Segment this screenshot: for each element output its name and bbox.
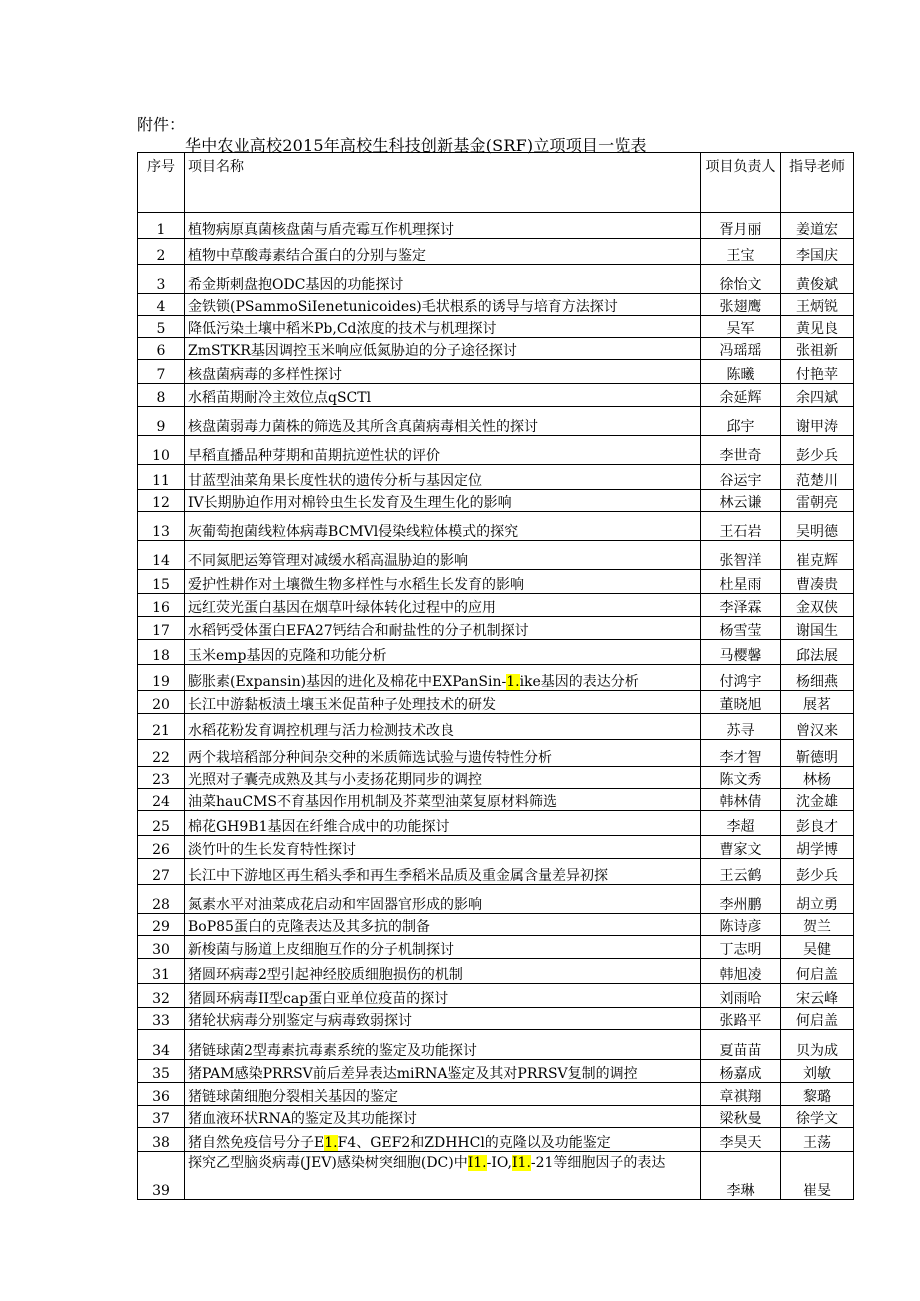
project-supervisor: 贺兰 [781, 914, 854, 936]
row-number: 32 [138, 984, 185, 1008]
project-supervisor: 彭少兵 [781, 436, 854, 465]
project-leader: 韩林倩 [701, 789, 781, 811]
project-supervisor: 宋云峰 [781, 984, 854, 1008]
row-number: 15 [138, 570, 185, 594]
project-name: 降低污染土壤中稻米Pb,Cd浓度的技术与机理探讨 [185, 316, 701, 338]
row-number: 31 [138, 959, 185, 984]
project-leader: 李昊天 [701, 1128, 781, 1152]
project-name: 光照对子囊壳成熟及其与小麦扬花期同步的调控 [185, 767, 701, 789]
project-supervisor: 靳德明 [781, 740, 854, 767]
project-name: 灰葡萄抱菌线粒体病毒BCMVl侵染线粒体模式的探究 [185, 512, 701, 541]
project-leader: 张翅鹰 [701, 294, 781, 316]
highlighted-text: I1. [467, 1155, 487, 1171]
table-row [138, 1152, 854, 1200]
project-leader: 胥月丽 [701, 213, 781, 239]
project-name [185, 1128, 701, 1152]
table-row [138, 1030, 854, 1060]
project-name-part: 膨胀素(Expansin)基因的进化及棉花中EXPanSin- [188, 674, 507, 690]
table-row [138, 594, 854, 617]
project-leader: 张智洋 [701, 541, 781, 570]
table-row [138, 984, 854, 1008]
project-leader: 张路平 [701, 1008, 781, 1030]
row-number: 18 [138, 640, 185, 665]
row-number: 38 [138, 1128, 185, 1152]
row-number: 22 [138, 740, 185, 767]
project-name: 猪PAM感染PRRSV前后差异表达miRNA鉴定及其对PRRSV复制的调控 [185, 1060, 701, 1083]
project-supervisor: 胡立勇 [781, 885, 854, 914]
project-supervisor: 吴健 [781, 936, 854, 959]
project-leader: 陈文秀 [701, 767, 781, 789]
table-row [138, 360, 854, 384]
table-row [138, 885, 854, 914]
row-number: 23 [138, 767, 185, 789]
project-supervisor: 姜道宏 [781, 213, 854, 239]
project-supervisor: 崔克辉 [781, 541, 854, 570]
table-row [138, 239, 854, 265]
row-number: 39 [138, 1152, 185, 1200]
project-name-part: F4、GEF2和ZDHHCl的克隆以及功能鉴定 [337, 1135, 611, 1151]
project-name: 玉米emp基因的克隆和功能分析 [185, 640, 701, 665]
project-name-part: -IO, [486, 1155, 512, 1171]
table-row [138, 407, 854, 436]
project-leader: 余延辉 [701, 384, 781, 407]
row-number: 19 [138, 665, 185, 691]
row-number: 7 [138, 360, 185, 384]
project-leader: 杜星雨 [701, 570, 781, 594]
project-name [185, 1152, 701, 1200]
project-leader: 马樱馨 [701, 640, 781, 665]
table-row [138, 465, 854, 490]
row-number: 8 [138, 384, 185, 407]
row-number: 37 [138, 1106, 185, 1128]
table-header-row [138, 153, 854, 213]
table-row [138, 767, 854, 789]
project-name [185, 665, 701, 691]
table-row [138, 1106, 854, 1128]
project-supervisor: 彭少兵 [781, 859, 854, 885]
project-leader: 王云鹤 [701, 859, 781, 885]
project-leader: 吴军 [701, 316, 781, 338]
row-number: 1 [138, 213, 185, 239]
table-row [138, 541, 854, 570]
project-name: 长江中下游地区再生稻头季和再生季稻米品质及重金属含量差异初探 [185, 859, 701, 885]
table-row [138, 512, 854, 541]
project-leader: 丁志明 [701, 936, 781, 959]
project-leader: 韩旭凌 [701, 959, 781, 984]
project-name: 猪圆环病毒II型cap蛋白亚单位疫苗的探讨 [185, 984, 701, 1008]
header-leader: 项目负责人 [701, 153, 781, 213]
project-name-part: ike基因的表达分析 [519, 674, 639, 690]
project-name: 核盘菌病毒的多样性探讨 [185, 360, 701, 384]
project-name: 爱护性耕作对土壤微生物多样性与水稻生长发育的影响 [185, 570, 701, 594]
project-leader: 李州鹏 [701, 885, 781, 914]
project-leader: 林云谦 [701, 490, 781, 512]
project-supervisor: 徐学文 [781, 1106, 854, 1128]
project-name: 猪轮状病毒分别鉴定与病毒致弱探讨 [185, 1008, 701, 1030]
project-name: 远红荧光蛋白基因在烟草叶绿体转化过程中的应用 [185, 594, 701, 617]
header-name: 项目名称 [185, 153, 701, 213]
project-leader: 刘雨哈 [701, 984, 781, 1008]
table-row [138, 436, 854, 465]
project-supervisor: 沈金雄 [781, 789, 854, 811]
project-supervisor: 王炳锐 [781, 294, 854, 316]
table-row [138, 859, 854, 885]
project-name: 水稻钙受体蛋白EFA27钙结合和耐盐性的分子机制探讨 [185, 617, 701, 640]
project-supervisor: 黄俊斌 [781, 265, 854, 294]
project-supervisor: 雷朝亮 [781, 490, 854, 512]
table-row [138, 384, 854, 407]
project-name: 两个栽培稻部分种间杂交种的米质筛选试验与遗传特性分析 [185, 740, 701, 767]
table-row [138, 294, 854, 316]
project-supervisor: 杨细燕 [781, 665, 854, 691]
row-number: 29 [138, 914, 185, 936]
table-row [138, 959, 854, 984]
table-row [138, 914, 854, 936]
project-name: 长江中游黏板渍土壤玉米促苗种子处理技术的研发 [185, 691, 701, 714]
project-supervisor: 黄见良 [781, 316, 854, 338]
row-number: 28 [138, 885, 185, 914]
row-number: 35 [138, 1060, 185, 1083]
project-leader: 曹家文 [701, 836, 781, 859]
project-leader: 付鸿宇 [701, 665, 781, 691]
table-row [138, 570, 854, 594]
project-supervisor: 曹凑贵 [781, 570, 854, 594]
row-number: 30 [138, 936, 185, 959]
row-number: 13 [138, 512, 185, 541]
project-leader: 苏寻 [701, 714, 781, 740]
project-supervisor: 黎璐 [781, 1083, 854, 1106]
table-row [138, 1008, 854, 1030]
project-supervisor: 范楚川 [781, 465, 854, 490]
project-name: 植物病原真菌核盘菌与盾壳霉互作机理探讨 [185, 213, 701, 239]
row-number: 25 [138, 811, 185, 836]
project-table [137, 152, 854, 1200]
table-row [138, 691, 854, 714]
project-leader: 董晓旭 [701, 691, 781, 714]
project-supervisor: 崔旻 [781, 1152, 854, 1200]
project-name: 猪链球菌2型毒素抗毒素系统的鉴定及功能探讨 [185, 1030, 701, 1060]
row-number: 16 [138, 594, 185, 617]
project-supervisor: 吴明德 [781, 512, 854, 541]
table-row [138, 213, 854, 239]
project-name: 淡竹叶的生长发育特性探讨 [185, 836, 701, 859]
row-number: 5 [138, 316, 185, 338]
project-name: 水稻花粉发育调控机理与活力检测技术改良 [185, 714, 701, 740]
project-name: 猪圆环病毒2型引起神经胶质细胞损伤的机制 [185, 959, 701, 984]
row-number: 33 [138, 1008, 185, 1030]
table-row [138, 338, 854, 360]
table-row [138, 1128, 854, 1152]
project-leader: 冯瑶瑶 [701, 338, 781, 360]
table-row [138, 811, 854, 836]
table-row [138, 1060, 854, 1083]
row-number: 17 [138, 617, 185, 640]
project-supervisor: 余四斌 [781, 384, 854, 407]
row-number: 12 [138, 490, 185, 512]
project-leader: 章祺翔 [701, 1083, 781, 1106]
attachment-label: 附件： [137, 115, 186, 134]
project-leader: 李琳 [701, 1152, 781, 1200]
project-leader: 李超 [701, 811, 781, 836]
project-supervisor: 刘敏 [781, 1060, 854, 1083]
project-leader: 李世奇 [701, 436, 781, 465]
project-leader: 李才智 [701, 740, 781, 767]
row-number: 20 [138, 691, 185, 714]
project-leader: 杨嘉成 [701, 1060, 781, 1083]
project-supervisor: 胡学博 [781, 836, 854, 859]
project-name: 油菜hauCMS不育基因作用机制及芥菜型油菜复原材料筛选 [185, 789, 701, 811]
project-name: 植物中草酸毒素结合蛋白的分别与鉴定 [185, 239, 701, 265]
project-supervisor: 贝为成 [781, 1030, 854, 1060]
row-number: 2 [138, 239, 185, 265]
project-name: 早稻直播品种芽期和苗期抗逆性状的评价 [185, 436, 701, 465]
project-supervisor: 李国庆 [781, 239, 854, 265]
row-number: 3 [138, 265, 185, 294]
project-supervisor: 彭良才 [781, 811, 854, 836]
row-number: 26 [138, 836, 185, 859]
document-title: 华中农业高校2015年高校生科技创新基金(SRF)立项项目一览表 [185, 136, 647, 155]
project-name: 水稻苗期耐冷主效位点qSCTl [185, 384, 701, 407]
project-leader: 陈曦 [701, 360, 781, 384]
project-name: ZmSTKR基因调控玉米响应低氮胁迫的分子途径探讨 [185, 338, 701, 360]
table-row [138, 265, 854, 294]
row-number: 11 [138, 465, 185, 490]
row-number: 10 [138, 436, 185, 465]
project-supervisor: 何启盖 [781, 1008, 854, 1030]
project-name: 希金斯刺盘抱ODC基因的功能探讨 [185, 265, 701, 294]
project-leader: 徐怡文 [701, 265, 781, 294]
project-name: IV长期胁迫作用对棉铃虫生长发育及生理生化的影响 [185, 490, 701, 512]
highlighted-text: 1. [506, 674, 520, 690]
project-name: 氮素水平对油菜成花启动和牢固器官形成的影响 [185, 885, 701, 914]
project-name: BoP85蛋白的克隆表达及其多抗的制备 [185, 914, 701, 936]
highlighted-text: I1. [512, 1155, 531, 1171]
row-number: 14 [138, 541, 185, 570]
table-row [138, 617, 854, 640]
project-name: 核盘菌弱毒力菌株的筛选及其所含真菌病毒相关性的探讨 [185, 407, 701, 436]
project-supervisor: 谢国生 [781, 617, 854, 640]
project-supervisor: 林杨 [781, 767, 854, 789]
project-supervisor: 曾汉来 [781, 714, 854, 740]
row-number: 36 [138, 1083, 185, 1106]
header-no: 序号 [138, 153, 185, 213]
table-row [138, 1083, 854, 1106]
project-supervisor: 张祖新 [781, 338, 854, 360]
project-supervisor: 何启盖 [781, 959, 854, 984]
project-supervisor: 邱法展 [781, 640, 854, 665]
project-name: 不同氮肥运筹管理对减缓水稻高温胁迫的影响 [185, 541, 701, 570]
project-name: 猪链球菌细胞分裂相关基因的鉴定 [185, 1083, 701, 1106]
project-name: 新梭菌与肠道上皮细胞互作的分子机制探讨 [185, 936, 701, 959]
table-row [138, 316, 854, 338]
table-row [138, 936, 854, 959]
project-name-part: 探究乙型脑炎病毒(JEV)感染树突细胞(DC)中 [188, 1155, 468, 1171]
table-row [138, 490, 854, 512]
project-leader: 谷运宇 [701, 465, 781, 490]
row-number: 27 [138, 859, 185, 885]
table-row [138, 640, 854, 665]
project-supervisor: 金双侠 [781, 594, 854, 617]
table-row [138, 665, 854, 691]
project-leader: 梁秋曼 [701, 1106, 781, 1128]
table-row [138, 836, 854, 859]
table-row [138, 789, 854, 811]
project-supervisor: 谢甲涛 [781, 407, 854, 436]
table-row [138, 740, 854, 767]
row-number: 21 [138, 714, 185, 740]
row-number: 6 [138, 338, 185, 360]
row-number: 24 [138, 789, 185, 811]
project-name-part: -21等细胞因子的表达 [530, 1155, 666, 1171]
project-name: 金铁锁(PSammoSiIenetunicoides)毛状根系的诱导与培育方法探讨 [185, 294, 701, 316]
table-row [138, 714, 854, 740]
project-supervisor: 王荡 [781, 1128, 854, 1152]
project-name-part: 猪自然免疫信号分子E [188, 1135, 325, 1151]
project-supervisor: 付艳苹 [781, 360, 854, 384]
project-leader: 邱宇 [701, 407, 781, 436]
project-leader: 李泽霖 [701, 594, 781, 617]
header-supervisor: 指导老师 [781, 153, 854, 213]
project-supervisor: 展茗 [781, 691, 854, 714]
project-name: 甘蓝型油菜角果长度性状的遗传分析与基因定位 [185, 465, 701, 490]
project-name: 棉花GH9B1基因在纤维合成中的功能探讨 [185, 811, 701, 836]
project-leader: 陈诗彦 [701, 914, 781, 936]
row-number: 9 [138, 407, 185, 436]
project-leader: 夏苗苗 [701, 1030, 781, 1060]
row-number: 4 [138, 294, 185, 316]
project-leader: 王石岩 [701, 512, 781, 541]
project-leader: 王宝 [701, 239, 781, 265]
project-name: 猪血液环状RNA的鉴定及其功能探讨 [185, 1106, 701, 1128]
highlighted-text: 1. [324, 1135, 338, 1151]
project-leader: 杨雪莹 [701, 617, 781, 640]
row-number: 34 [138, 1030, 185, 1060]
